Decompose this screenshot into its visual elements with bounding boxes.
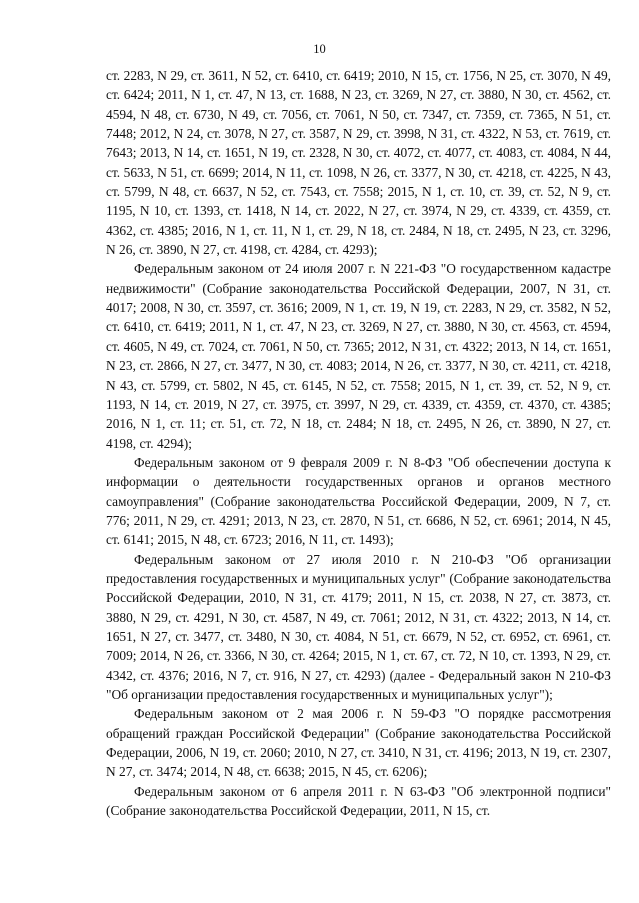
paragraph-law-59-fz: Федеральным законом от 2 мая 2006 г. N 59-ФЗ "О порядке рассмотрения обращений граждан Российской Федерации" (Собрание законодательства Российской Федерации, 2006, N 19, ст. 2060; 2010, N 27, ст. 3410, N 31, ст. 4196; 2013, N 19, ст. 2307, N 27, ст. 3474; 2014, N 48, ст. 6638; 2015, N 45, ст. 6206); bbox=[106, 706, 611, 780]
paragraph-law-221-fz: Федеральным законом от 24 июля 2007 г. N 221-ФЗ "О государственном кадастре недвижимости" (Собрание законодательства Российской Федерации, 2007, N 31, ст. 4017; 2008, N 30, ст. 3597, ст. 3616; 2009, N 1, ст. 19, N 19, ст. 2283, N 29, ст. 3582, N 52, ст. 6410, ст. 6419; 2011, N 1, ст. 47, N 23, ст. 3269, N 27, ст. 3880, N 30, ст. 4563, ст. 4594, ст. 4605, N 49, ст. 7024, ст. 7061, N 50, ст. 7365; 2012, N 31, ст. 4322; 2013, N 14, ст. 1651, N 23, ст. 2866, N 27, ст. 3477, N 30, ст. 4083; 2014, N 26, ст. 3377, N 30, ст. 4211, ст. 4218, N 43, ст. 5799, ст. 5802, N 45, ст. 6145, N 52, ст. 7558; 2015, N 1, ст. 39, ст. 52, N 9, ст. 1193, N 14, ст. 2019, N 27, ст. 3975, ст. 3997, N 29, ст. 4339, ст. 4359, ст. 4370, ст. 4385; 2016, N 1, ст. 11; ст. 51, ст. 72, N 18, ст. 2484; N 18, ст. 2495, N 26, ст. 3890, N 27, ст. 4198, ст. 4294); bbox=[106, 261, 611, 451]
paragraph-law-210-fz: Федеральным законом от 27 июля 2010 г. N 210-ФЗ "Об организации предоставления государственных и муниципальных услуг" (Собрание законодательства Российской Федерации, 2010, N 31, ст. 4179; 2011, N 15, ст. 2038, N 27, ст. 3873, ст. 3880, N 29, ст. 4291, N 30, ст. 4587, N 49, ст. 7061; 2012, N 31, ст. 4322; 2013, N 14, ст. 1651, N 27, ст. 3477, ст. 3480, N 30, ст. 4084, N 51, ст. 6679, N 52, ст. 6952, ст. 6961, ст. 7009; 2014, N 26, ст. 3366, N 30, ст. 4264; 2015, N 1, ст. 67, ст. 72, N 10, ст. 1393, N 29, ст. 4342, ст. 4376; 2016, N 7, ст. 916, N 27, ст. 4293) (далее - Федеральный закон N 210-ФЗ "Об организации предоставления государственных и муниципальных услуг"); bbox=[106, 551, 611, 702]
paragraph-law-8-fz: Федеральным законом от 9 февраля 2009 г. N 8-ФЗ "Об обеспечении доступа к информации о деятельности государственных органов и органов местного самоуправления" (Собрание законодательства Российской Федерации, 2009, N 7, ст. 776; 2011, N 29, ст. 4291; 2013, N 23, ст. 2870, N 51, ст. 6686, N 52, ст. 6961; 2014, N 45, ст. 6141; 2015, N 48, ст. 6723; 2016, N 11, ст. 1493); bbox=[106, 454, 611, 548]
paragraph-continuation: ст. 2283, N 29, ст. 3611, N 52, ст. 6410, ст. 6419; 2010, N 15, ст. 1756, N 25, ст. 3070, N 49, ст. 6424; 2011, N 1, ст. 47, N 13, ст. 1688, N 23, ст. 3269, N 27, ст. 3880, N 30, ст. 4562, ст. 4594, N 48, ст. 6730, N 49, ст. 7056, ст. 7061, N 50, ст. 7347, ст. 7359, ст. 7365, N 51, ст. 7448; 2012, N 24, ст. 3078, N 27, ст. 3587, N 29, ст. 3998, N 31, ст. 4322, N 53, ст. 7619, ст. 7643; 2013, N 14, ст. 1651, N 19, ст. 2328, N 30, ст. 4072, ст. 4077, ст. 4083, ст. 4084, N 44, ст. 5633, N 51, ст. 6699; 2014, N 11, ст. 1098, N 26, ст. 3377, N 30, ст. 4218, ст. 4225, N 43, ст. 5799, N 48, ст. 6637, N 52, ст. 7543, ст. 7558; 2015, N 1, ст. 10, ст. 39, ст. 52, N 9, ст. 1195, N 10, ст. 1393, ст. 1418, N 14, ст. 2022, N 27, ст. 3974, N 29, ст. 4339, ст. 4359, ст. 4362, ст. 4385; 2016, N 1, ст. 11, N 1, ст. 29, N 18, ст. 2484, N 18, ст. 2495, N 23, ст. 3296, N 26, ст. 3890, N 27, ст. 4198, ст. 4284, ст. 4293); bbox=[106, 68, 611, 258]
paragraph-law-63-fz: Федеральным законом от 6 апреля 2011 г. N 63-ФЗ "Об электронной подписи" (Собрание законодательства Российской Федерации, 2011, N 15, ст. bbox=[106, 783, 611, 819]
document-body bbox=[106, 66, 611, 820]
page-number: 10 bbox=[313, 42, 326, 56]
